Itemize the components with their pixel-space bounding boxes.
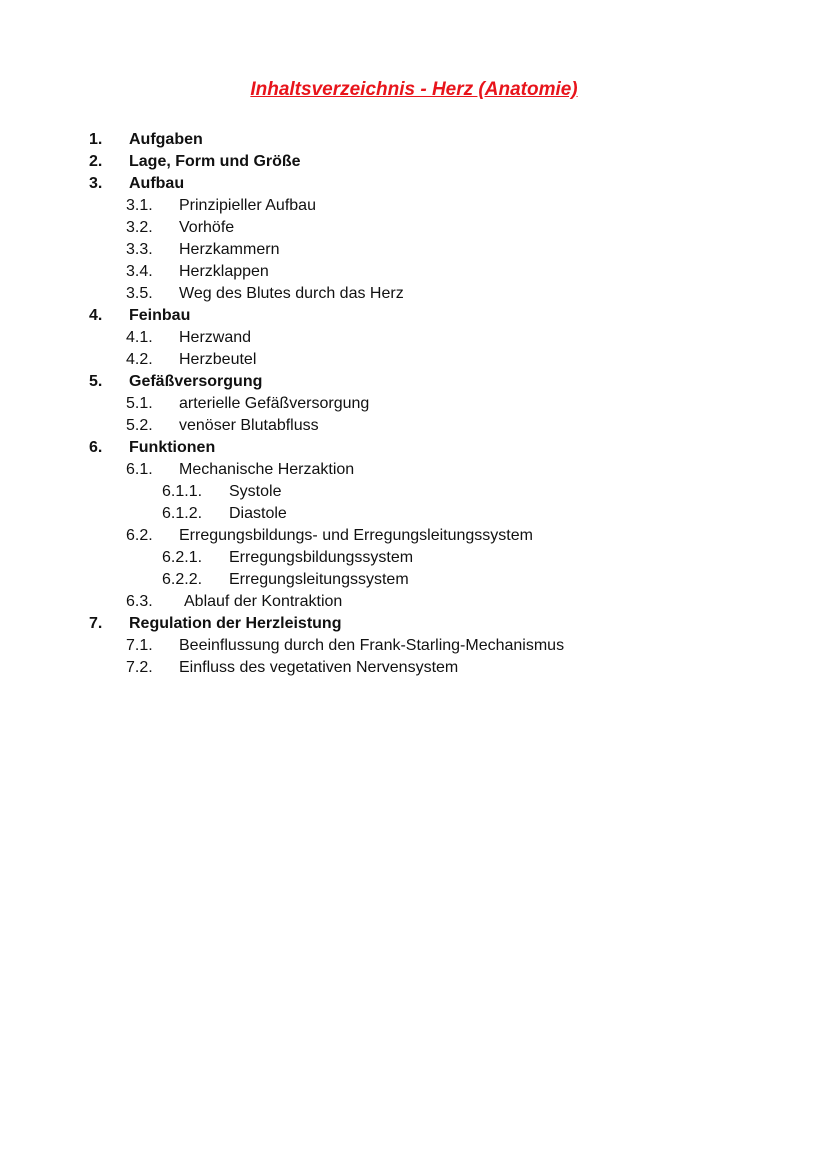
- toc-subentry: [0, 459, 828, 481]
- toc-subentry: [0, 393, 828, 415]
- toc-entry-number: 6.1.2.: [162, 505, 203, 522]
- toc-entry-number: 5.: [89, 373, 103, 390]
- toc-entry-text: Prinzipieller Aufbau: [179, 197, 316, 214]
- toc-entry-number: 7.2.: [126, 659, 153, 676]
- toc-entry: [0, 151, 828, 173]
- toc-entry-text: Weg des Blutes durch das Herz: [179, 285, 404, 302]
- toc-entry-number: 6.3.: [126, 593, 153, 610]
- toc-entry-number: 6.2.2.: [162, 571, 203, 588]
- toc-entry-text: Ablauf der Kontraktion: [184, 593, 343, 610]
- toc-entry-number: 4.2.: [126, 351, 153, 368]
- toc-entry: [0, 129, 828, 151]
- toc-entry-number: 3.2.: [126, 219, 153, 236]
- toc-subentry: [0, 635, 828, 657]
- toc-entry-text: Erregungsleitungssystem: [229, 571, 409, 588]
- toc-entry: [0, 173, 828, 195]
- toc-subentry: [0, 591, 828, 613]
- toc-entry-text: Funktionen: [129, 439, 216, 456]
- toc-entry-number: 6.: [89, 439, 103, 456]
- toc-entry-number: 3.: [89, 175, 103, 192]
- toc-entry-text: Vorhöfe: [179, 219, 235, 236]
- toc-entry-text: Gefäßversorgung: [129, 373, 263, 390]
- toc-entry-text: Diastole: [229, 505, 287, 522]
- toc-entry: [0, 305, 828, 327]
- toc-entry-text: Beeinflussung durch den Frank-Starling-Mechanismus: [179, 637, 565, 654]
- toc-entry-text: Aufgaben: [129, 131, 203, 148]
- toc-subentry: [0, 261, 828, 283]
- toc-subentry: [0, 283, 828, 305]
- toc-entry-number: 7.1.: [126, 637, 153, 654]
- toc-subentry: [0, 415, 828, 437]
- toc-entry-text: Herzwand: [179, 329, 252, 346]
- toc-entry-text: Mechanische Herzaktion: [179, 461, 355, 478]
- toc-entry-number: 6.1.: [126, 461, 153, 478]
- toc-entry-number: 2.: [89, 153, 103, 170]
- toc-entry-text: Einfluss des vegetativen Nervensystem: [179, 659, 459, 676]
- toc-entry-number: 1.: [89, 131, 103, 148]
- toc-entry-text: Herzbeutel: [179, 351, 257, 368]
- toc-entry-number: 6.2.1.: [162, 549, 203, 566]
- toc-subentry: [0, 349, 828, 371]
- toc-entry-text: Erregungsbildungs- und Erregungsleitungssystem: [179, 527, 533, 544]
- toc-subsubentry: [0, 503, 828, 525]
- toc-entry: [0, 371, 828, 393]
- toc-entry-text: Aufbau: [129, 175, 185, 192]
- toc-entry-number: 4.1.: [126, 329, 153, 346]
- toc-entry-text: Lage, Form und Größe: [129, 153, 301, 170]
- toc-subsubentry: [0, 481, 828, 503]
- toc-entry: [0, 437, 828, 459]
- toc-entry-number: 7.: [89, 615, 103, 632]
- toc-entry-number: 6.1.1.: [162, 483, 203, 500]
- toc-subentry: [0, 195, 828, 217]
- toc-entry-text: Feinbau: [129, 307, 191, 324]
- toc-entry-text: venöser Blutabfluss: [179, 417, 319, 434]
- toc-entry: [0, 613, 828, 635]
- table-of-contents: [0, 129, 828, 679]
- toc-subentry: [0, 217, 828, 239]
- toc-entry-number: 3.1.: [126, 197, 153, 214]
- toc-entry-text: Systole: [229, 483, 282, 500]
- toc-entry-text: Erregungsbildungssystem: [229, 549, 414, 566]
- toc-entry-text: Herzklappen: [179, 263, 269, 280]
- toc-subentry: [0, 239, 828, 261]
- toc-entry-number: 5.2.: [126, 417, 153, 434]
- page-title: Inhaltsverzeichnis - Herz (Anatomie): [250, 79, 578, 100]
- toc-entry-number: 3.5.: [126, 285, 153, 302]
- toc-subsubentry: [0, 547, 828, 569]
- toc-subentry: [0, 657, 828, 679]
- toc-entry-text: arterielle Gefäßversorgung: [179, 395, 370, 412]
- toc-entry-number: 5.1.: [126, 395, 153, 412]
- toc-entry-number: 3.3.: [126, 241, 153, 258]
- toc-subsubentry: [0, 569, 828, 591]
- toc-subentry: [0, 327, 828, 349]
- toc-subentry: [0, 525, 828, 547]
- toc-entry-text: Regulation der Herzleistung: [129, 615, 342, 632]
- toc-entry-text: Herzkammern: [179, 241, 280, 258]
- toc-entry-number: 4.: [89, 307, 103, 324]
- toc-entry-number: 3.4.: [126, 263, 153, 280]
- toc-entry-number: 6.2.: [126, 527, 153, 544]
